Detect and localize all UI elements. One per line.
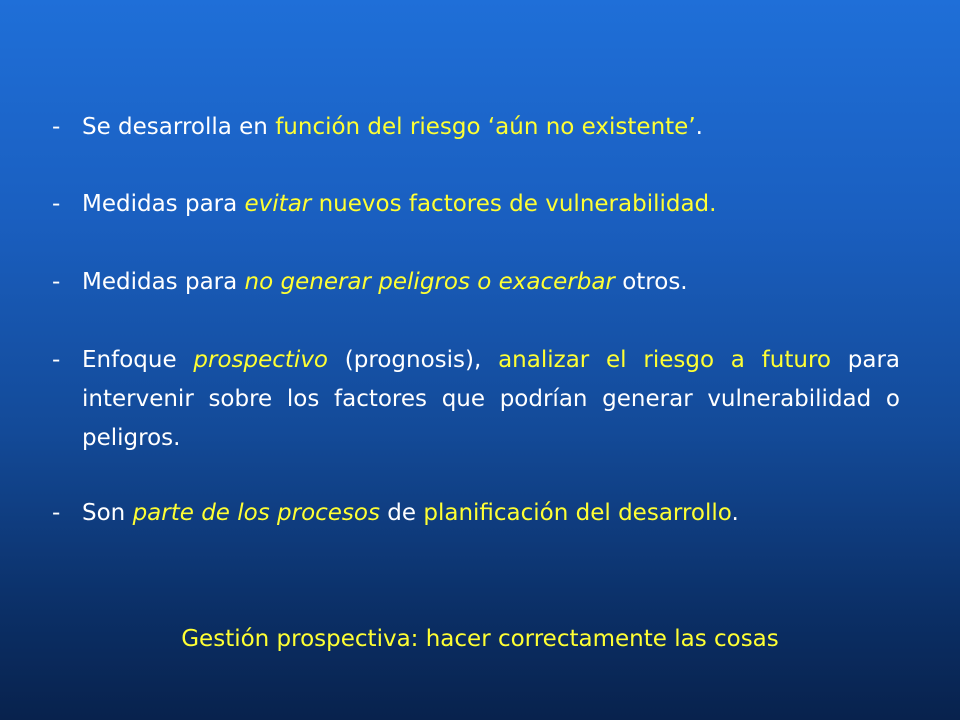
bullet-text: Medidas para [82, 191, 245, 217]
bullet-text: . [731, 500, 739, 526]
bullet-marker: - [52, 114, 61, 140]
bullet-highlight: analizar el riesgo a futuro [498, 347, 831, 373]
bullet-highlight: nuevos factores de vulnerabilidad. [311, 191, 717, 217]
bullet-highlight: no generar peligros o exacerbar [244, 269, 615, 295]
bullet-text: Son [82, 500, 133, 526]
bullet-list [52, 108, 900, 572]
bullet-text: Medidas para [82, 269, 245, 295]
bullet-marker: - [52, 347, 61, 373]
bullet-marker: - [52, 269, 61, 295]
bullet-item [52, 108, 900, 147]
bullet-text: Enfoque [82, 347, 194, 373]
bullet-marker: - [52, 500, 61, 526]
bullet-text: otros. [614, 269, 688, 295]
bullet-item [52, 494, 900, 533]
bullet-marker: - [52, 191, 61, 217]
bullet-text: . [695, 114, 703, 140]
bullet-highlight: parte de los procesos [132, 500, 380, 526]
bullet-text: de [379, 500, 424, 526]
bullet-highlight: evitar [244, 191, 312, 217]
slide-conclusion: Gestión prospectiva: hacer correctamente las cosas [181, 626, 779, 652]
bullet-highlight: función del riesgo ‘aún no existente’ [275, 114, 696, 140]
bullet-highlight: planificación del desarrollo [423, 500, 732, 526]
bullet-highlight: prospectivo [193, 347, 329, 373]
bullet-item [52, 185, 900, 224]
bullet-text: para intervenir sobre los factores que podrían generar vulnerabilidad o peligros. [82, 347, 900, 451]
bullet-item [52, 341, 900, 458]
bullet-item [52, 263, 900, 302]
bullet-text: (prognosis), [328, 347, 499, 373]
bullet-text: Se desarrolla en [82, 114, 276, 140]
